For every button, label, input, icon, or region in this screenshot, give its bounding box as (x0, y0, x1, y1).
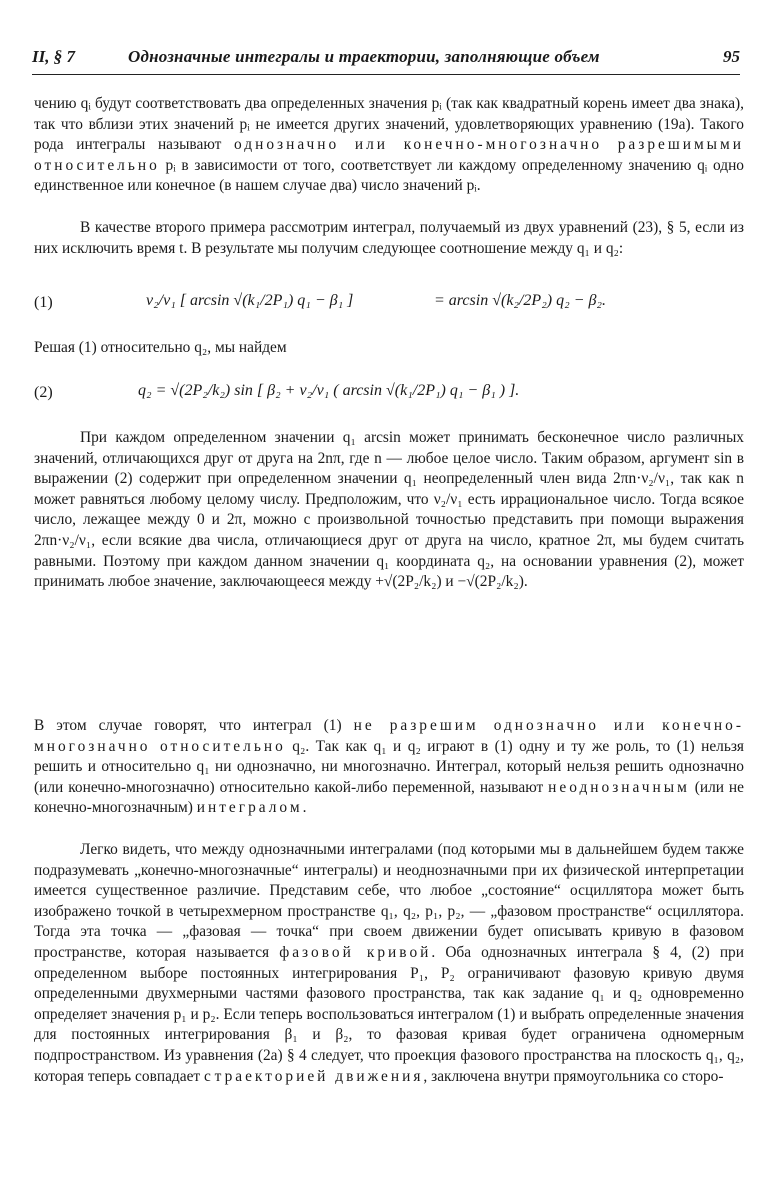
text-run: чению q (34, 95, 89, 112)
equation-lhs: ν₂/ν₁ [ arcsin √(k₁/2P₁) q₁ − β₁ ] (146, 292, 354, 309)
section-label: II, § 7 (32, 47, 75, 66)
text-run: Решая (1) относительно q₂, мы найдем (34, 339, 287, 356)
text-run: При каждом определенном значении q₁ arcsin может принимать бесконечное число различных значений, отличающихся друг от друга на 2nπ, где n — любое целое число. Таким образом, аргумент sin в выражении (2) содержит при определенном значении q₁ неопределенный член вида 2πn·ν₂/ν₁, так как n может равняться любому целому числу. Предположим, что ν₂/ν₁ есть иррациональное число. Тогда всякое число, лежащее между 0 и 2π, можно с произвольной точностью представить при помощи выражения 2πn·ν₂/ν₁, если всякие два числа, отличающиеся друг от друга на число, кратное 2π, мы будем считать равными. Поэтому при каждом данном значении q₁ координата q₂, на основании уравнения (2), может принимать любое значение, заключающееся между +√(2P₂/k₂) и −√(2P₂/k₂). (34, 429, 744, 591)
spaced-text: неоднозначным (548, 778, 690, 796)
equation-label: (2) (34, 384, 53, 401)
spaced-text: фазовой кривой (279, 943, 432, 961)
text-run: pᵢ в зависимости от того, соответствует ли каждому определенному значению qᵢ одно единственное или конечное (в нашем случае два) число значений pᵢ. (34, 156, 744, 195)
text-run: , заключена внутри прямоугольника со сторо- (423, 1067, 724, 1085)
text-run: q₂. Так как q₁ и q₂ играют в (1) одну и ту же роль, то (1) нельзя решить и относительно q₁ ни однозначно, ни многозначно. Интеграл, который нельзя решить однозначно (или конечно-многозначно) относительно какой-либо переменной, называют (34, 737, 745, 796)
equation-2 (34, 364, 744, 420)
text-run: . (302, 799, 307, 817)
paragraph-4 (34, 428, 744, 593)
running-title: Однозначные интегралы и траектории, заполняющие объем (128, 47, 600, 66)
page-header (32, 44, 740, 75)
text-run: . Оба однозначных интеграла § 4, (2) при определенном выборе постоянных интегрирования P₁, P₂ ограничивают фазовую кривую двумя определенными двухмерными частями фазового пространства, так как задание q₁ и q₂ одновременно определяет значения p₁ и p₂. Если теперь воспользоваться интегралом (1) и выбрать определенные значения для постоянных интегрирования β₁ и β₂, то фазовая кривая будет ограничена одномерным подпространством. Из уравнения (2a) § 4 следует, что проекция фазового пространства на плоскость q₁, q₂, которая теперь совпадает с (34, 943, 744, 1085)
spaced-text: однозначно или конечно-многозначно разрешимыми относительно (34, 136, 744, 174)
text-run: В этом случае говорят, что интеграл (1) (34, 717, 354, 734)
paragraph-5 (34, 716, 744, 819)
equation-body: q₂ = √(2P₂/k₂) sin [ β₂ + ν₂/ν₁ ( arcsin √(k₁/2P₁) q₁ − β₁ ) ]. (138, 382, 520, 399)
spaced-text: интегралом (196, 799, 303, 817)
equation-1 (34, 278, 744, 330)
paragraph-3 (34, 338, 744, 359)
paragraph-6 (34, 840, 744, 1087)
equation-label: (1) (34, 294, 53, 311)
paragraph-1 (34, 94, 744, 197)
spaced-text: не разрешим однозначно или конечно-многозначно относительно (34, 717, 744, 755)
equation-rhs: = arcsin √(k₂/2P₂) q₂ − β₂. (434, 292, 606, 309)
paragraph-2 (34, 218, 744, 259)
page-number: 95 (723, 47, 740, 66)
text-run: (или не конечно-многозначным) (34, 778, 744, 817)
text-run: Легко видеть, что между однозначными интегралами (под которыми мы в дальнейшем будем также подразумевать „конечно-многозначные“ интегралы) и неоднозначными при их физической интерпретации имеется существенное различие. Представим себе, что любое „состояние“ осциллятора может быть изображено точкой в четырехмерном пространстве q₁, q₂, p₁, p₂, — „фазовом пространстве“ осциллятора. Тогда эта точка — „фазовая — точка“ при своем движении будет описывать кривую в фазовом пространстве, которая называется (34, 841, 744, 961)
text-run: В качестве второго примера рассмотрим интеграл, получаемый из двух уравнений (23), § 5, если из них исключить время t. В результате мы получим следующее соотношение между q₁ и q₂: (34, 219, 744, 257)
spaced-text: траекторией движения (214, 1067, 424, 1085)
text-run: ᵢ будут соответствовать два определенных значения pᵢ (так как квадратный корень имеет два знака), так что вблизи этих значений pᵢ не имеется других значений, удовлетворяющих уравнению (19a). Такого рода интегралы называют (34, 95, 744, 154)
